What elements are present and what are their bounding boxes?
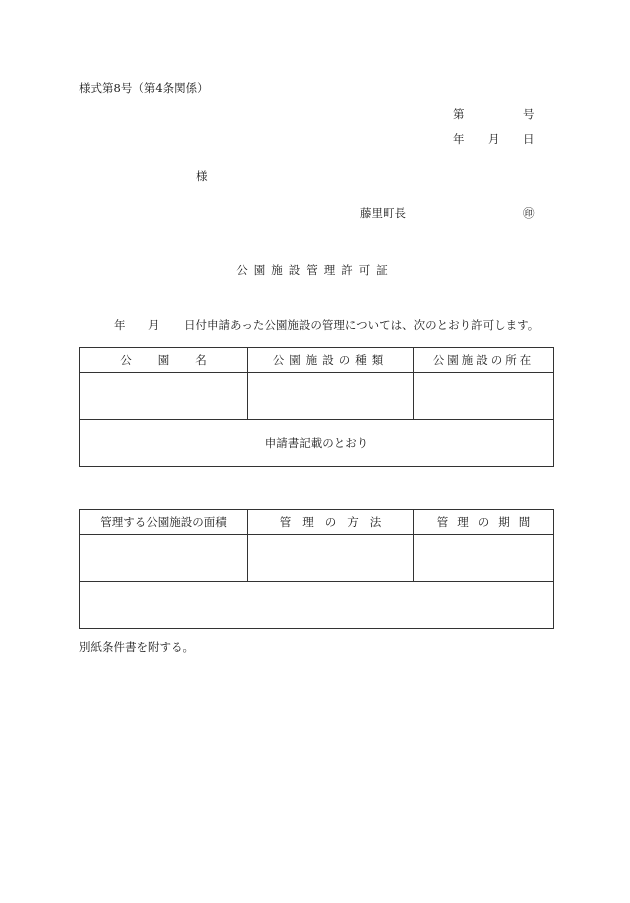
date-month-label: 月 xyxy=(488,132,500,146)
date-day-label: 日 xyxy=(523,132,535,146)
facility-location-cell xyxy=(414,373,554,420)
addressee-honorific: 様 xyxy=(196,169,208,183)
table-row xyxy=(80,582,554,629)
seal-mark: ㊞ xyxy=(523,206,535,220)
managed-area-header: 管理する公園施設の面積 xyxy=(80,510,248,535)
remarks-cell xyxy=(80,582,554,629)
facility-type-cell xyxy=(248,373,414,420)
date-year-label: 年 xyxy=(453,132,465,146)
management-period-cell xyxy=(414,535,554,582)
management-info-table xyxy=(79,509,554,629)
park-name-header: 公園名 xyxy=(80,348,248,373)
table-header-row xyxy=(80,510,554,535)
preamble-year-label: 年 xyxy=(114,318,126,332)
form-number: 様式第8号（第4条関係） xyxy=(79,81,209,95)
issuer-name: 藤里町長 xyxy=(360,206,406,220)
table-row xyxy=(80,373,554,420)
table-row xyxy=(80,535,554,582)
management-method-cell xyxy=(248,535,414,582)
document-title: 公園施設管理許可証 xyxy=(236,263,394,277)
managed-area-cell xyxy=(80,535,248,582)
document-number-suffix: 号 xyxy=(523,107,535,121)
preamble-month-label: 月 xyxy=(148,318,160,332)
preamble-text: 日付申請あった公園施設の管理については、次のとおり許可します。 xyxy=(184,318,540,332)
table-footer-row xyxy=(80,420,554,467)
park-name-cell xyxy=(80,373,248,420)
attachment-note: 別紙条件書を附する。 xyxy=(79,640,194,654)
as-stated-in-application: 申請書記載のとおり xyxy=(80,420,554,467)
table-header-row xyxy=(80,348,554,373)
facility-type-header: 公園施設の種類 xyxy=(248,348,414,373)
management-period-header: 管理の期間 xyxy=(414,510,554,535)
management-method-header: 管理の方法 xyxy=(248,510,414,535)
document-number-label: 第 xyxy=(453,107,465,121)
facility-location-header: 公園施設の所在 xyxy=(414,348,554,373)
park-info-table xyxy=(79,347,554,467)
